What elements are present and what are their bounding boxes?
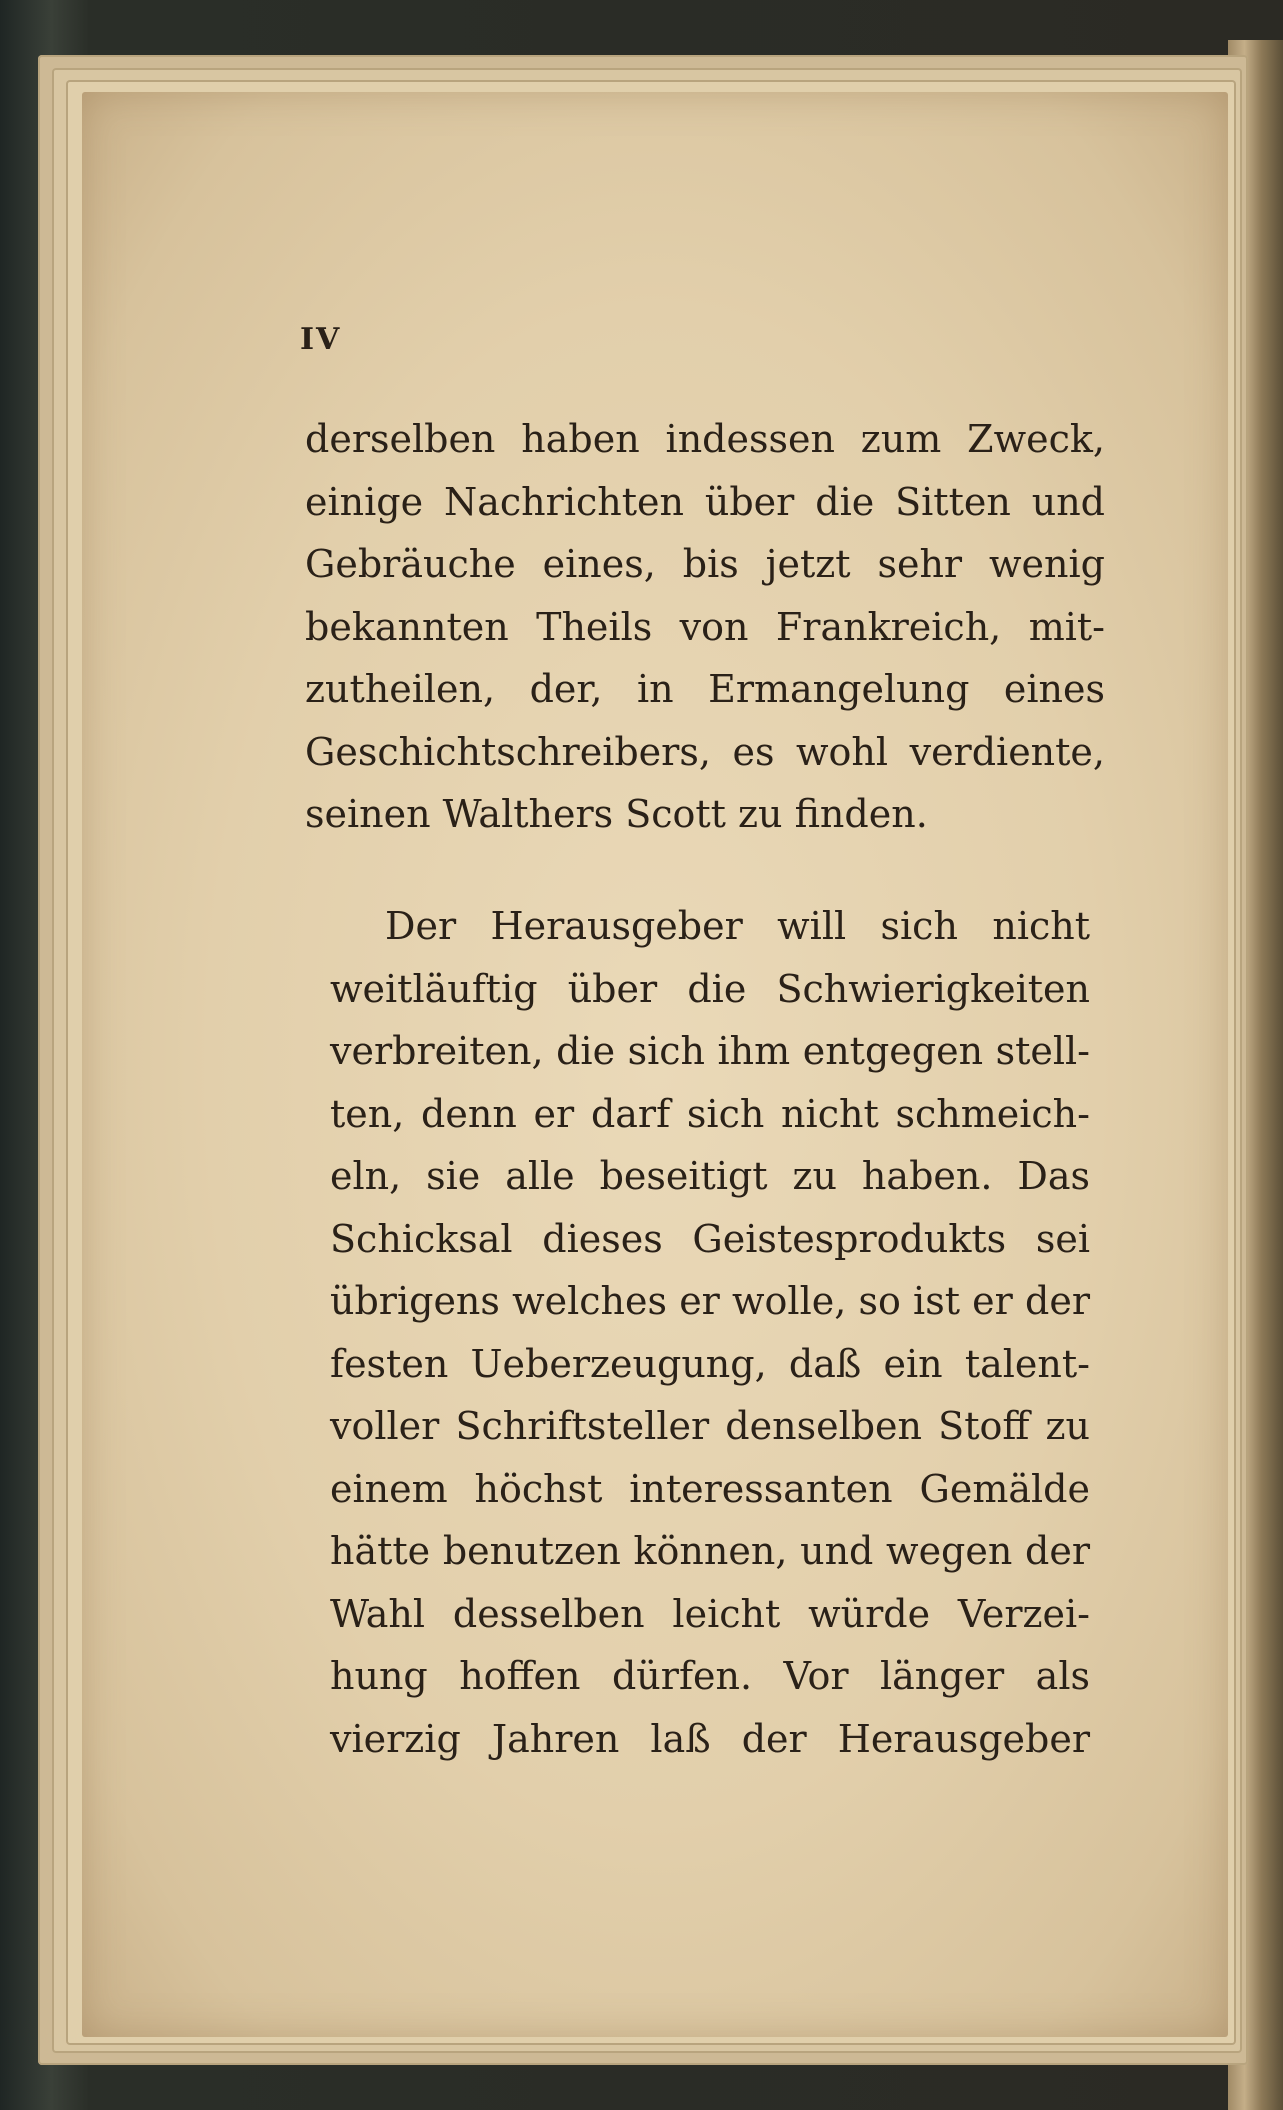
text-line: verbreiten, die sich ihm entgegen stell-	[330, 1029, 1090, 1073]
page-number: IV	[300, 322, 342, 357]
paragraph-2	[330, 895, 1090, 1770]
text-line: voller Schriftsteller denselben Stoff zu	[330, 1404, 1090, 1448]
text-line: ten, denn er darf sich nicht schmeich-	[330, 1091, 1090, 1136]
text-line: Wahl desselben leicht würde Verzei-	[330, 1591, 1090, 1636]
text-line: Gebräuche eines, bis jetzt sehr wenig	[305, 542, 1105, 586]
text-line: Der Herausgeber will sich nicht	[385, 904, 1090, 948]
text-line: Schicksal dieses Geistesprodukts sei	[330, 1216, 1090, 1261]
text-line: eln, sie alle beseitigt zu haben. Das	[330, 1154, 1090, 1198]
text-line: hätte benutzen können, und wegen der	[330, 1529, 1090, 1573]
text-line: Geschichtschreibers, es wohl verdiente,	[305, 729, 1105, 774]
text-line: festen Ueberzeugung, daß ein talent-	[330, 1341, 1090, 1386]
text-line: einige Nachrichten über die Sitten und	[305, 479, 1105, 524]
text-line: übrigens welches er wolle, so ist er der	[330, 1279, 1090, 1323]
text-line: derselben haben indessen zum Zweck,	[305, 417, 1105, 461]
paragraph-1	[305, 408, 1105, 846]
text-line: vierzig Jahren laß der Herausgeber	[330, 1716, 1090, 1761]
text-line: bekannten Theils von Frankreich, mit-	[305, 604, 1105, 649]
text-line: einem höchst interessanten Gemälde	[330, 1466, 1090, 1511]
text-line: zutheilen, der, in Ermangelung eines	[305, 667, 1105, 711]
text-line: weitläuftig über die Schwierigkeiten	[330, 966, 1090, 1011]
text-line: hung hoffen dürfen. Vor länger als	[330, 1654, 1090, 1698]
text-line: seinen Walthers Scott zu finden.	[305, 792, 928, 836]
